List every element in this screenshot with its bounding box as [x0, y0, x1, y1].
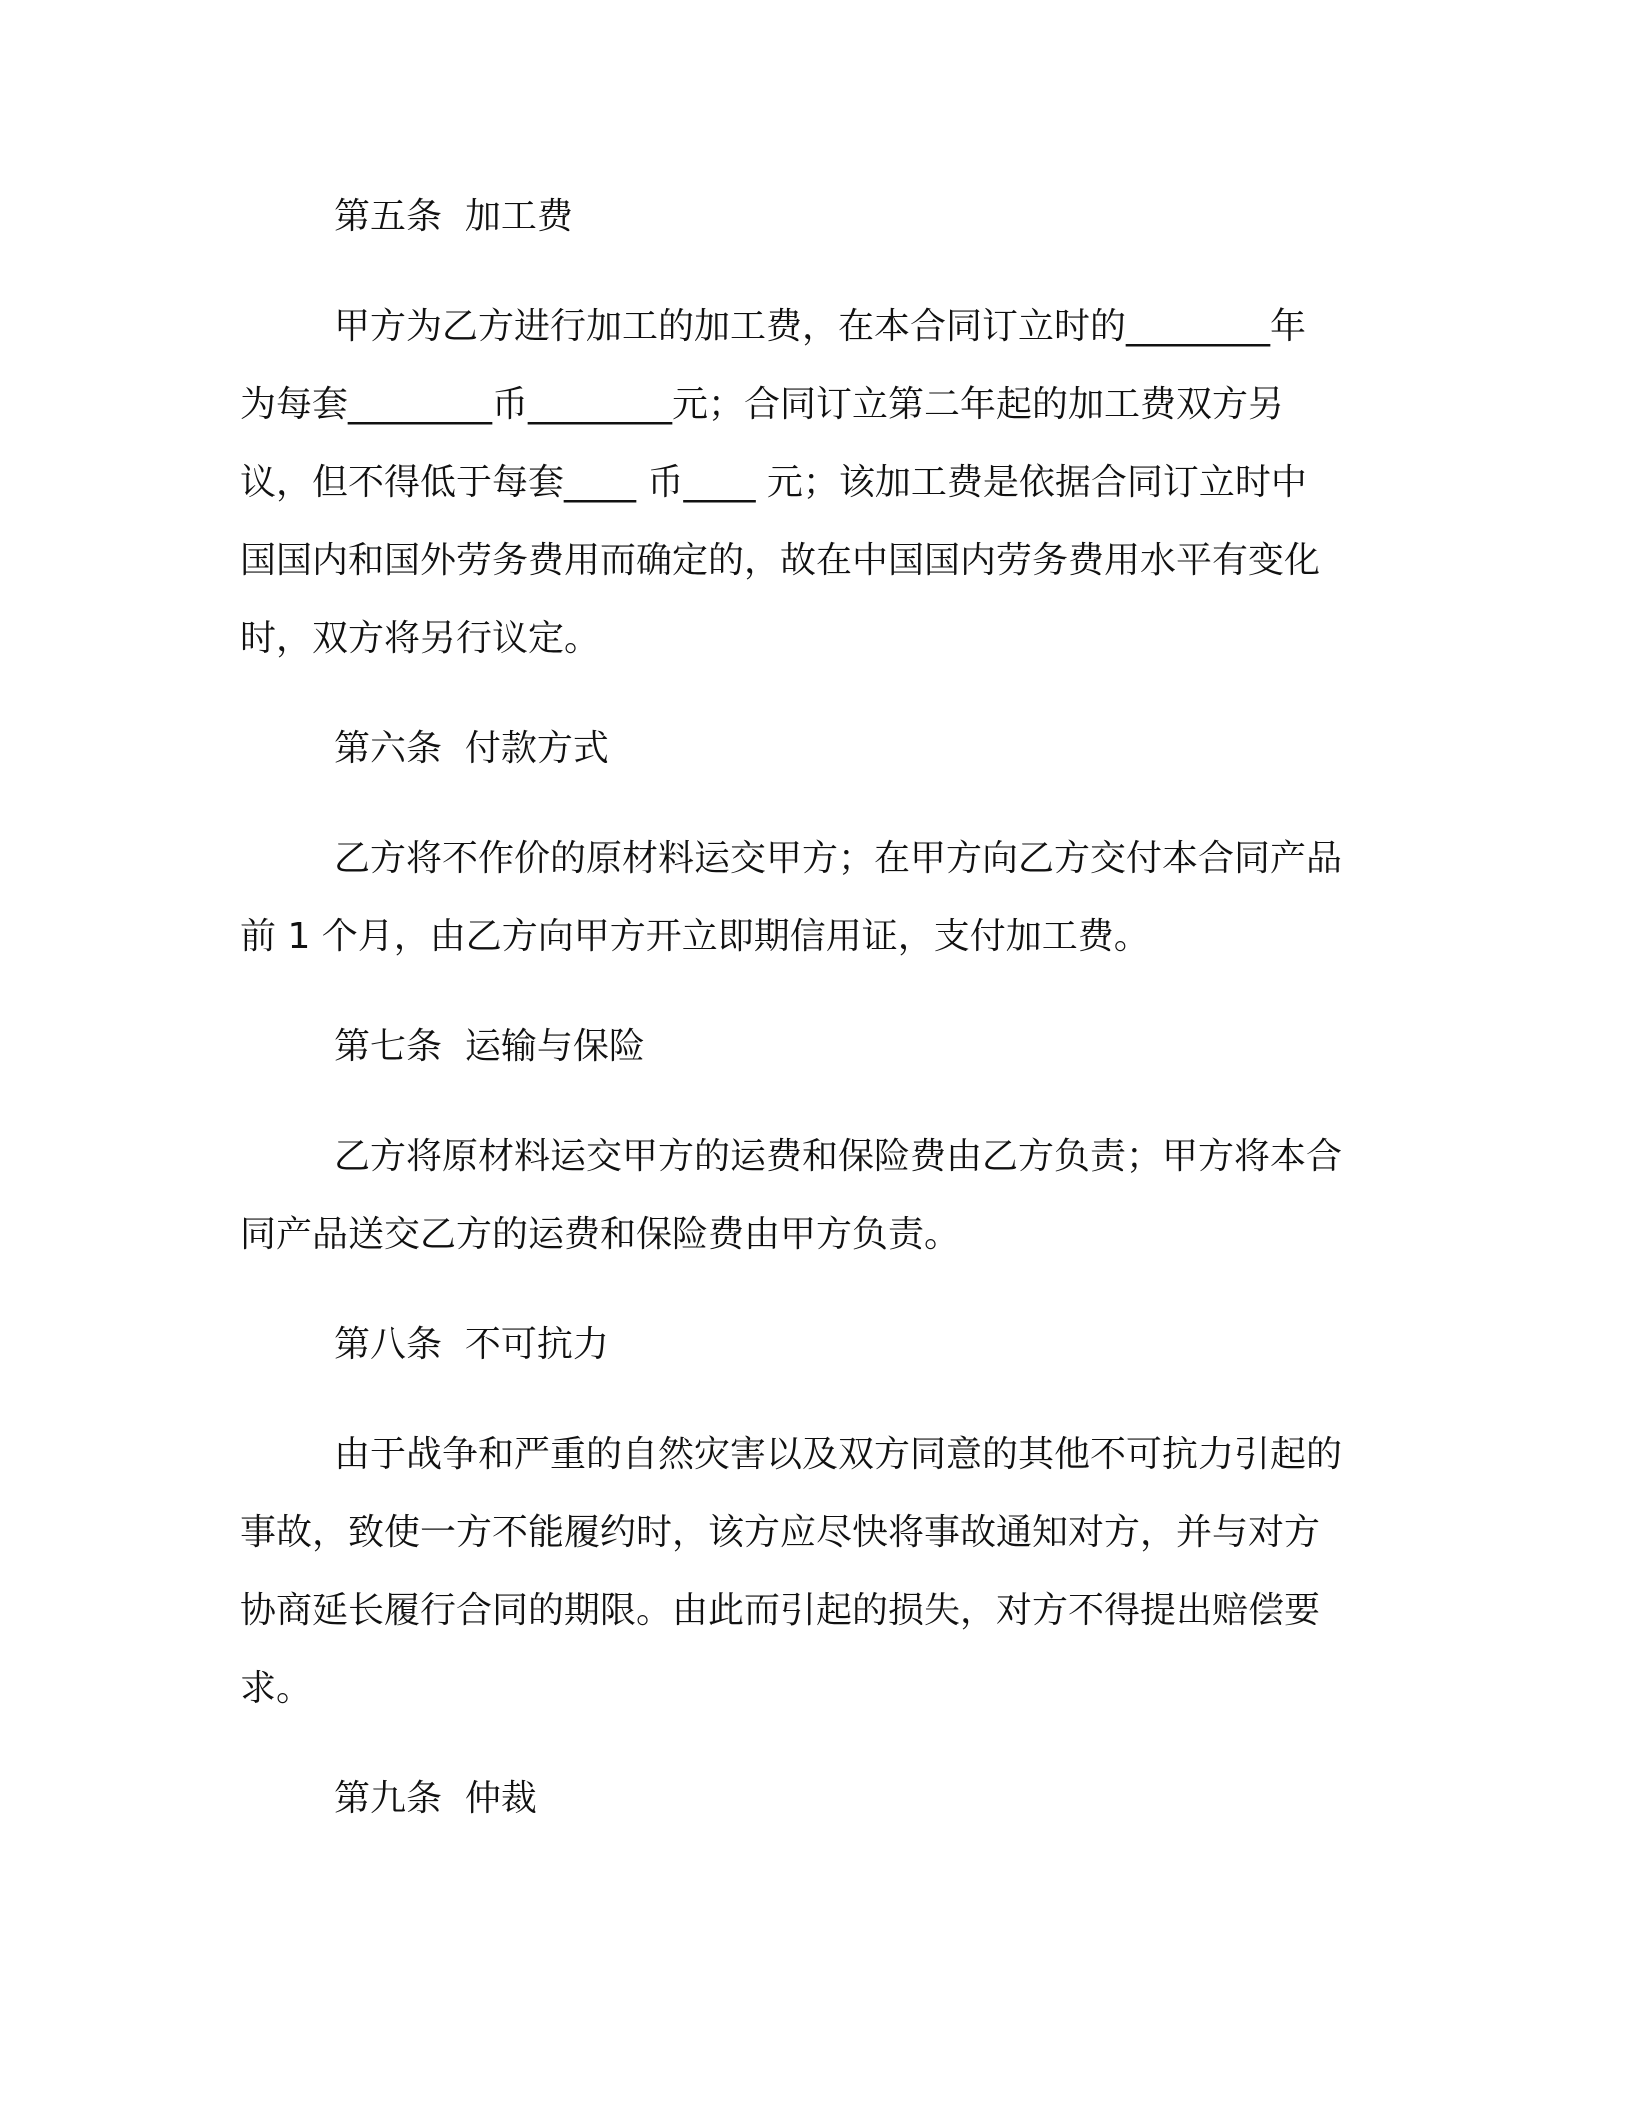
- paragraph-line: 甲方为乙方进行加工的加工费，在本合同订立时的________年: [334, 306, 1307, 347]
- article-7-paragraph: [240, 1118, 1380, 1274]
- article-7-heading: 第七条 运输与保险: [334, 1026, 645, 1067]
- article-9-heading: 第九条 仲裁: [334, 1778, 537, 1819]
- paragraph-line: 乙方将原材料运交甲方的运费和保险费由乙方负责；甲方将本合: [334, 1136, 1343, 1177]
- article-8-paragraph: [240, 1416, 1380, 1728]
- article-6-paragraph: [240, 820, 1380, 976]
- paragraph-line: 乙方将不作价的原材料运交甲方；在甲方向乙方交付本合同产品: [334, 838, 1343, 879]
- paragraph-line: 为每套________币________元；合同订立第二年起的加工费双方另: [240, 384, 1285, 425]
- paragraph-line: 时，双方将另行议定。: [240, 618, 601, 659]
- paragraph-line: 由于战争和严重的自然灾害以及双方同意的其他不可抗力引起的: [334, 1434, 1343, 1475]
- document-body: [240, 186, 1380, 1870]
- article-8-heading: 第八条 不可抗力: [334, 1324, 609, 1365]
- article-6-heading: 第六条 付款方式: [334, 728, 609, 769]
- paragraph-line: 前 1 个月，由乙方向甲方开立即期信用证，支付加工费。: [240, 916, 1150, 957]
- paragraph-line: 同产品送交乙方的运费和保险费由甲方负责。: [240, 1214, 961, 1255]
- paragraph-line: 协商延长履行合同的期限。由此而引起的损失，对方不得提出赔偿要: [240, 1590, 1321, 1631]
- paragraph-line: 事故，致使一方不能履约时，该方应尽快将事故通知对方，并与对方: [240, 1512, 1321, 1553]
- article-5-paragraph: [240, 288, 1380, 678]
- paragraph-line: 议，但不得低于每套____ 币____ 元；该加工费是依据合同订立时中: [240, 462, 1307, 503]
- article-5-heading: 第五条 加工费: [334, 196, 573, 237]
- paragraph-line: 国国内和国外劳务费用而确定的，故在中国国内劳务费用水平有变化: [240, 540, 1321, 581]
- paragraph-line: 求。: [240, 1668, 313, 1709]
